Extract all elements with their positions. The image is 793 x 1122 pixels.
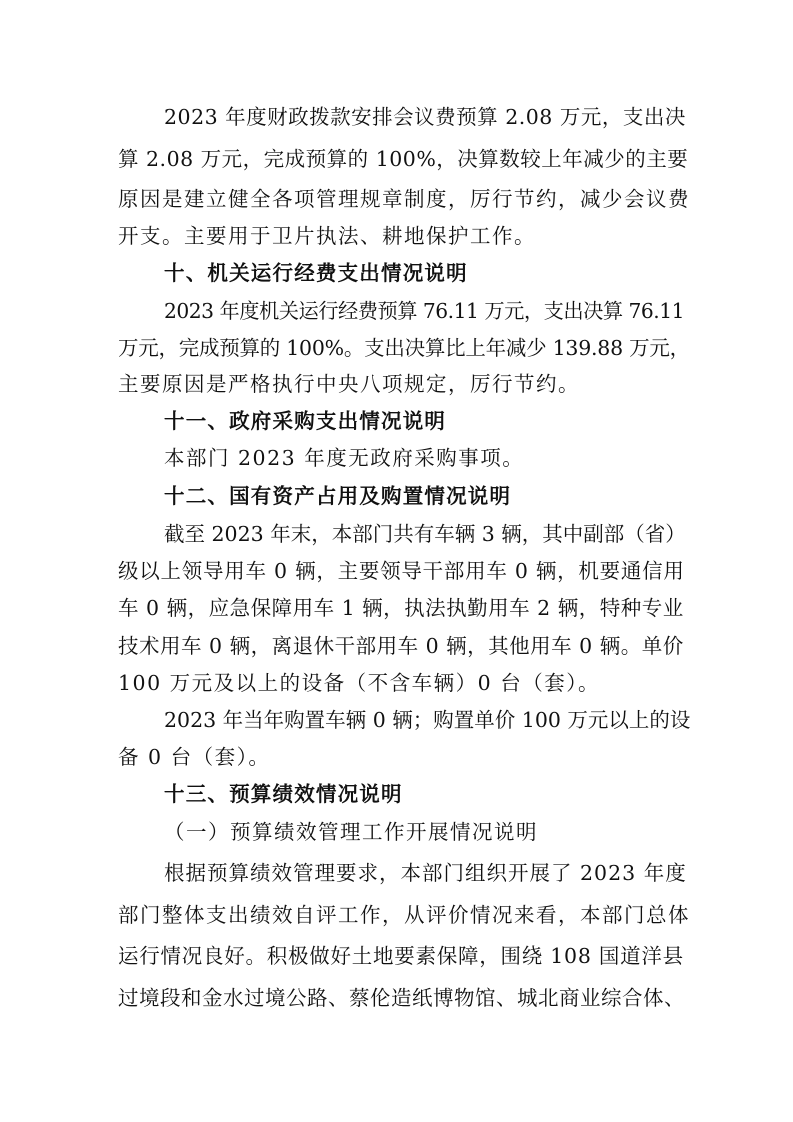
paragraph-line: 2023 年度财政拨款安排会议费预算 2.08 万元，支出决 xyxy=(164,105,686,129)
paragraph-line: 截至 2023 年末，本部门共有车辆 3 辆，其中副部（省） xyxy=(164,522,686,546)
paragraph-line: 部门整体支出绩效自评工作，从评价情况来看，本部门总体 xyxy=(118,903,690,927)
subsection-heading: （一）预算绩效管理工作开展情况说明 xyxy=(164,820,538,844)
paragraph-line: 原因是建立健全各项管理规章制度，厉行节约，减少会议费 xyxy=(118,187,690,211)
paragraph-line: 2023 年当年购置车辆 0 辆；购置单价 100 万元以上的设 xyxy=(164,708,691,732)
paragraph-line: 车 0 辆，应急保障用车 1 辆，执法执勤用车 2 辆，特种专业 xyxy=(118,596,684,620)
paragraph-line: 主要原因是严格执行中央八项规定，厉行节约。 xyxy=(118,372,580,396)
paragraph-line: 开支。主要用于卫片执法、耕地保护工作。 xyxy=(118,224,536,248)
paragraph-line: 本部门 2023 年度无政府采购事项。 xyxy=(164,446,525,470)
section-heading: 十、机关运行经费支出情况说明 xyxy=(164,261,468,285)
paragraph-line: 2023 年度机关运行经费预算 76.11 万元，支出决算 76.11 xyxy=(164,299,684,323)
paragraph-line: 运行情况良好。积极做好土地要素保障，围绕 108 国道洋县 xyxy=(118,944,684,968)
section-heading: 十一、政府采购支出情况说明 xyxy=(164,409,447,433)
section-heading: 十二、国有资产占用及购置情况说明 xyxy=(164,484,512,508)
paragraph-line: 过境段和金水过境公路、蔡伦造纸博物馆、城北商业综合体、 xyxy=(118,986,685,1010)
section-heading: 十三、预算绩效情况说明 xyxy=(164,782,403,806)
paragraph-line: 技术用车 0 辆，离退休干部用车 0 辆，其他用车 0 辆。单价 xyxy=(118,634,684,658)
paragraph-line: 算 2.08 万元，完成预算的 100%，决算数较上年减少的主要 xyxy=(118,147,689,171)
paragraph-line: 备 0 台（套）。 xyxy=(118,745,271,769)
paragraph-line: 根据预算绩效管理要求，本部门组织开展了 2023 年度 xyxy=(164,861,687,885)
paragraph-line: 100 万元及以上的设备（不含车辆）0 台（套）。 xyxy=(118,671,600,695)
paragraph-line: 级以上领导用车 0 辆，主要领导干部用车 0 辆，机要通信用 xyxy=(118,559,685,583)
paragraph-line: 万元，完成预算的 100%。支出决算比上年减少 139.88 万元， xyxy=(118,336,690,360)
